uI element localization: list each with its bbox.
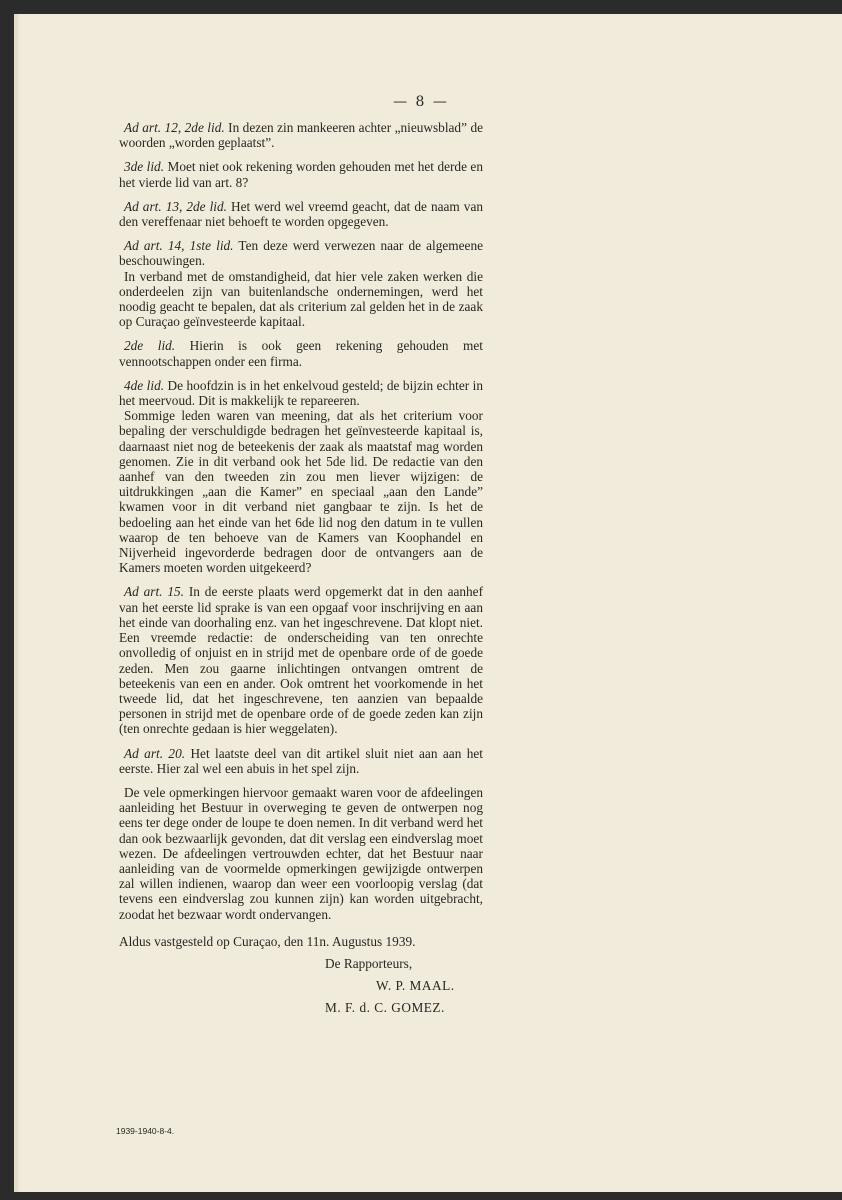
paragraph-text: Het werd wel vreemd geacht, dat de naam van den vereffenaar niet behoeft te worden opgegeven. xyxy=(119,198,484,230)
closing-line-adopted xyxy=(119,934,483,956)
adopted-statement: Aldus vastgesteld op Curaçao, den 11n. Augustus 1939. xyxy=(119,933,416,949)
paragraph-text: In verband met de omstandigheid, dat hier vele zaken werken die onderdeelen zijn van buitenlandsche ondernemingen, werd het noodig geacht te bepalen, dat als criterium zal gelden het in de zaak op Curaçao geïnvesteerde kapitaal. xyxy=(119,268,483,330)
paragraph-reference: Ad art. 12, 2de lid. xyxy=(124,120,225,135)
paragraph-reference: Ad art. 20. xyxy=(124,745,186,761)
paragraph-text: In dezen zin mankeeren achter „nieuwsblad” de woorden „worden geplaatst”. xyxy=(119,120,483,151)
paragraph-reference: 3de lid. xyxy=(124,159,165,175)
paragraph-text: Sommige leden waren van meening, dat als het criterium voor bepaling der verschuldigde bedragen het geïnvesteerde kapitaal is, daarnaast niet nog de beteekenis der zaak als maatstaf mag worden genomen. Zie in dit verband ook het 5de lid. De redactie van den aanhef van den tweeden zin zou men liever wijzigen: de uitdrukkingen „aan die Kamer” en speciaal „aan den Lande” kwamen voor in dit verband niet gangbaar te zijn. Is het de bedoeling aan het einde van het 6de lid nog den datum in te vullen waarop de ten behoeve van de Kamers van Koophandel en Nijverheid ingevorderde bedragen door de ontvangers aan de Kamers moeten worden uitgekeerd? xyxy=(119,408,483,576)
paragraph-art14-4de-cont xyxy=(119,408,483,575)
paragraph-art20 xyxy=(119,746,483,776)
rapporteurs-label: De Rapporteurs, xyxy=(325,955,413,971)
paragraph-conclusion xyxy=(119,785,483,922)
paragraph-art12 xyxy=(119,120,483,150)
paragraph-reference: Ad art. 13, 2de lid. xyxy=(124,198,227,214)
closing-block xyxy=(119,934,483,1022)
page-edge xyxy=(14,14,18,1192)
paragraph-art12-3de xyxy=(119,159,483,189)
paragraph-text: Moet niet ook rekening worden gehouden met het derde en het vierde lid van art. 8? xyxy=(119,159,483,190)
paragraph-reference: Ad art. 14, 1ste lid. xyxy=(124,238,234,254)
paragraph-art14 xyxy=(119,238,483,268)
paragraph-reference: 4de lid. xyxy=(124,377,165,393)
paragraph-text: In de eerste plaats werd opgemerkt dat in den aanhef van het eerste lid sprake is van een opgaaf voor inschrijving en aan het einde van doorhaling enz. van het ingeschrevene. Dat klopt niet. Een vreemde redactie: de onderscheiding van ten onrechte onvolledig of onjuist en in strijd met de openbare orde of de goede zeden. Men zou gaarne inlichtingen ontvangen omtrent de beteekenis van een en ander. Ook omtrent het voorkomende in het tweede lid, dat het ingeschrevene, ten aanzien van bepaalde personen in strijd met de openbare orde of de goede zeden kan zijn (ten onrechte gedaan is hier weggelaten). xyxy=(119,584,483,737)
document-body xyxy=(119,120,483,1022)
paragraph-text: Het laatste deel van dit artikel sluit niet aan aan het eerste. Hier zal wel een abuis in het spel zijn. xyxy=(119,745,483,776)
paragraph-art14-2de xyxy=(119,338,483,368)
paragraph-text: De hoofdzin is in het enkelvoud gesteld; de bijzin echter in het meervoud. Dit is makkelijk te repareeren. xyxy=(119,377,483,409)
paragraph-reference: 2de lid. xyxy=(124,338,176,354)
paragraph-art14-4de xyxy=(119,378,483,408)
paragraph-text: Ten deze werd verwezen naar de algemeene beschouwingen. xyxy=(119,238,483,269)
paragraph-text: Hierin is ook geen rekening gehouden met vennootschappen onder een firma. xyxy=(119,338,483,369)
signatory-1: W. P. MAAL. xyxy=(376,977,455,993)
paragraph-reference: Ad art. 15. xyxy=(124,584,184,600)
print-code: 1939-1940-8-4. xyxy=(116,1126,175,1136)
paragraph-art14-cont xyxy=(119,269,483,330)
signatory-2: M. F. d. C. GOMEZ. xyxy=(325,999,445,1015)
paragraph-art13 xyxy=(119,199,483,229)
closing-line-sig2 xyxy=(119,1000,483,1022)
closing-line-rapporteurs xyxy=(119,956,483,978)
paragraph-text: De vele opmerkingen hiervoor gemaakt waren voor de afdeelingen aanleiding het Bestuur in overweging te geven de ontwerpen nog eens ter dege onder de loupe te doen nemen. In dit verband werd het dan ook bezwaarlijk gevonden, dat dit verslag een eindverslag moet wezen. De afdeelingen vertrouwden echter, dat het Bestuur naar aanleiding van de voormelde opmerkingen gewijzigde ontwerpen zal willen indienen, waarop dan weer een voorloopig verslag (dat tevens een eindverslag zou kunnen zijn) kan worden uitgebracht, zoodat het bezwaar wordt ondervangen. xyxy=(119,784,483,922)
closing-line-sig1 xyxy=(119,978,483,1000)
page-number: — 8 — xyxy=(393,94,449,110)
paragraph-art15 xyxy=(119,584,483,736)
